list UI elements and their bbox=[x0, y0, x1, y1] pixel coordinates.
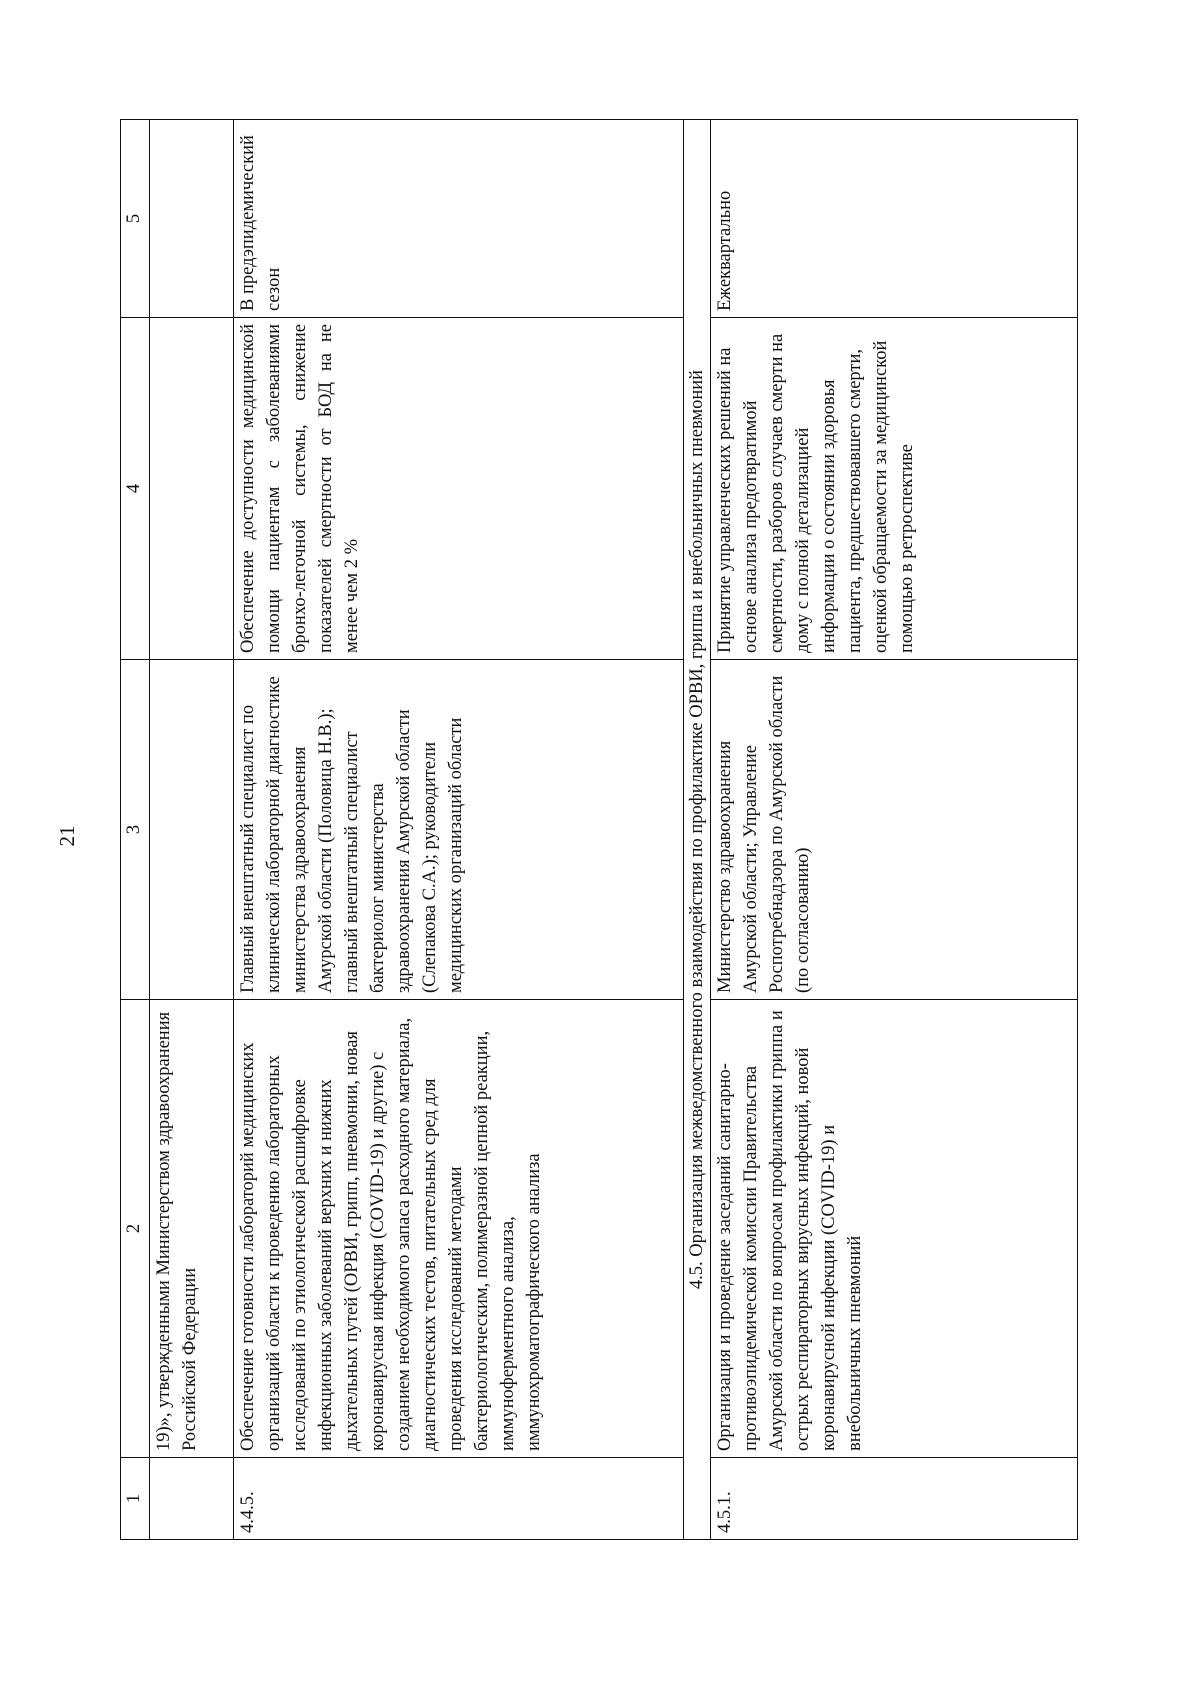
measure-cell: Организация и проведение заседаний санитарно-противоэпидемической комиссии Правительства Амурской области по вопросам профилактики гриппа и острых респираторных вирусных инфекций, новой коронавирусной инфекции (COVID-19) и внебольничных пневмоний bbox=[711, 1000, 1078, 1458]
result-cell bbox=[150, 318, 234, 660]
deadline-cell bbox=[150, 120, 234, 318]
header-cell: 2 bbox=[121, 1000, 150, 1458]
result-cell: Обеспечение доступности медицинской помощи пациентам с заболеваниями бронхо-легочной системы, снижение показателей смертности от БОД на не менее чем 2 % bbox=[234, 318, 684, 660]
result-cell: Принятие управленческих решений на основе анализа предотвратимой смертности, разборов случаев смерти на дому с полной детализацией информации о состоянии здоровья пациента, предшествовавшего смерти, оценкой обращаемости за медицинской помощью в ретроспективе bbox=[711, 318, 1078, 660]
header-cell: 1 bbox=[121, 1458, 150, 1540]
responsible-cell bbox=[150, 660, 234, 1000]
responsible-cell: Министерство здравоохранения Амурской области; Управление Роспотребнадзора по Амурской области (по согласованию) bbox=[711, 660, 1078, 1000]
page-number: 21 bbox=[55, 825, 79, 847]
header-cell: 5 bbox=[121, 120, 150, 318]
header-cell: 3 bbox=[121, 660, 150, 1000]
measure-cell: Обеспечение готовности лабораторий медицинских организаций области к проведению лабораторных исследований по этиологической расшифровке инфекционных заболеваний верхних и нижних дыхательных путей (ОРВИ, грипп, пневмонии, новая коронавирусная инфекция (COVID-19) и другие) с созданием необходимого запаса расходного материала, диагностических тестов, питательных сред для проведения исследований методами бактериологическим, полимеразной цепной реакции, иммуноферментного анализа, иммунохроматографического анализа bbox=[234, 1000, 684, 1458]
deadline-cell: Ежеквартально bbox=[711, 120, 1078, 318]
row-number: 4.5.1. bbox=[711, 1458, 1078, 1540]
row-number: 4.4.5. bbox=[234, 1458, 684, 1540]
table-row bbox=[150, 120, 234, 1540]
activity-plan-table bbox=[120, 119, 1078, 1540]
responsible-cell: Главный внештатный специалист по клинической лабораторной диагностике министерства здравоохранения Амурской области (Половица Н.В.); главный внештатный специалист бактериолог министерства здравоохранения Амурской области (Слепакова С.А.); руководители медицинских организаций области bbox=[234, 660, 684, 1000]
measure-cell: 19)», утвержденными Министерством здравоохранения Российской Федерации bbox=[150, 1000, 234, 1458]
deadline-cell: В предэпидемический сезон bbox=[234, 120, 684, 318]
table-row bbox=[711, 120, 1078, 1540]
rotated-table-container bbox=[120, 120, 1078, 1540]
section-row bbox=[684, 120, 711, 1540]
row-number bbox=[150, 1458, 234, 1540]
table-row bbox=[234, 120, 684, 1540]
section-title: 4.5. Организация межведомственного взаимодействия по профилактике ОРВИ, гриппа и внебольничных пневмоний bbox=[684, 120, 711, 1540]
header-row bbox=[121, 120, 150, 1540]
header-cell: 4 bbox=[121, 318, 150, 660]
